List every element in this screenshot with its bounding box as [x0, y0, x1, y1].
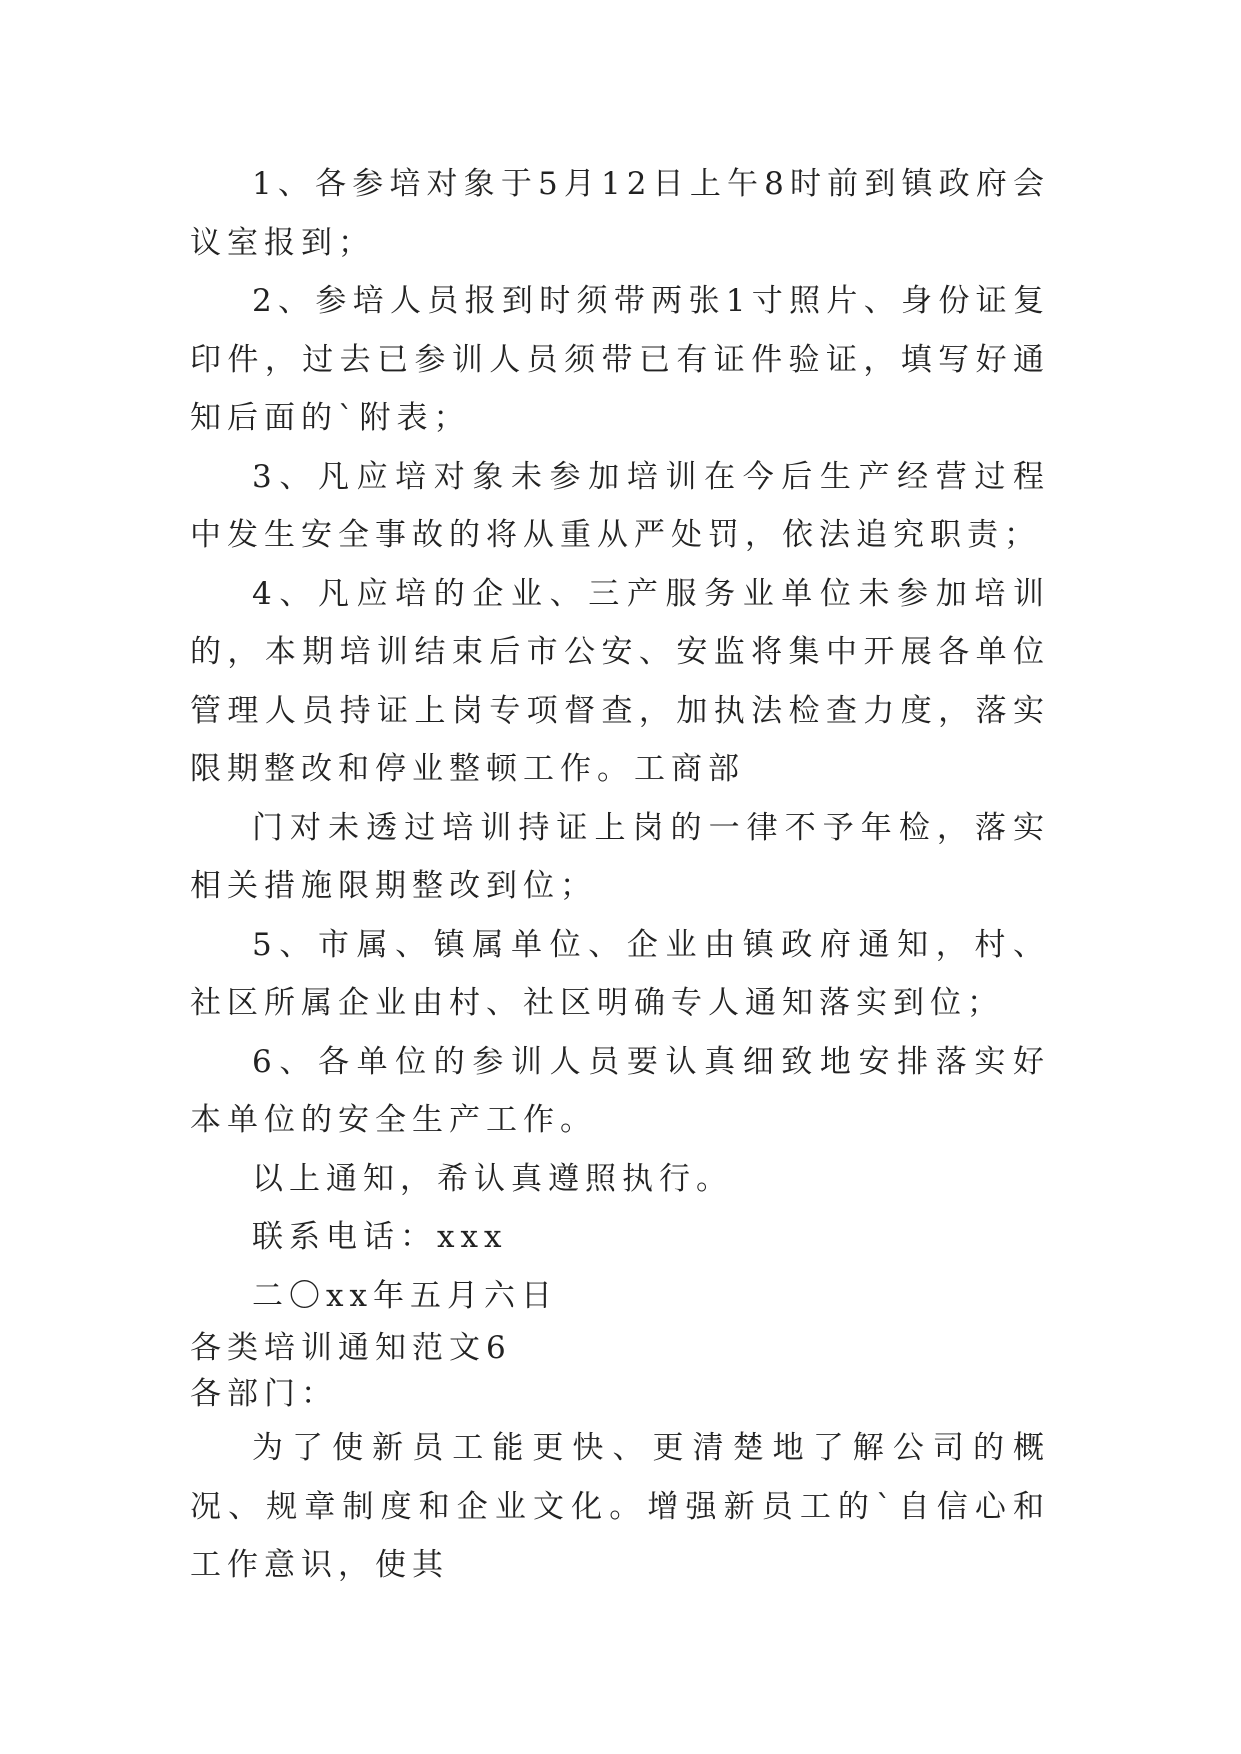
- paragraph-item-4: 4、凡应培的企业、三产服务业单位未参加培训的，本期培训结束后市公安、安监将集中开展各单位管理人员持证上岗专项督查，加执法检查力度，落实限期整改和停业整顿工作。工商部: [190, 575, 1050, 787]
- paragraph-continuation: 门对未透过培训持证上岗的一律不予年检，落实相关措施限期整改到位；: [190, 809, 1050, 904]
- paragraph-item-1: 1、各参培对象于5月12日上午8时前到镇政府会议室报到；: [190, 166, 1050, 261]
- paragraph-item-3: 3、凡应培对象未参加培训在今后生产经营过程中发生安全事故的将从重从严处罚，依法追究职责；: [190, 458, 1050, 553]
- closing-notice: 以上通知，希认真遵照执行。: [252, 1160, 733, 1197]
- paragraph-item-6: 6、各单位的参训人员要认真细致地安排落实好本单位的安全生产工作。: [190, 1043, 1050, 1138]
- salutation: 各部门：: [190, 1376, 338, 1412]
- paragraph-item-2: 2、参培人员报到时须带两张1寸照片、身份证复印件，过去已参训人员须带已有证件验证，填写好通知后面的`附表；: [190, 283, 1050, 436]
- paragraph-item-5: 5、市属、镇属单位、企业由镇政府通知，村、社区所属企业由村、社区明确专人通知落实到位；: [190, 926, 1050, 1021]
- document-date: 二〇xx年五月六日: [252, 1277, 558, 1314]
- intro-paragraph: 为了使新员工能更快、更清楚地了解公司的概况、规章制度和企业文化。增强新员工的`自信心和工作意识，使其: [190, 1430, 1050, 1583]
- section-title: 各类培训通知范文6: [190, 1330, 512, 1366]
- document-page: [190, 155, 1050, 1595]
- contact-phone: 联系电话：xxx: [252, 1219, 508, 1255]
